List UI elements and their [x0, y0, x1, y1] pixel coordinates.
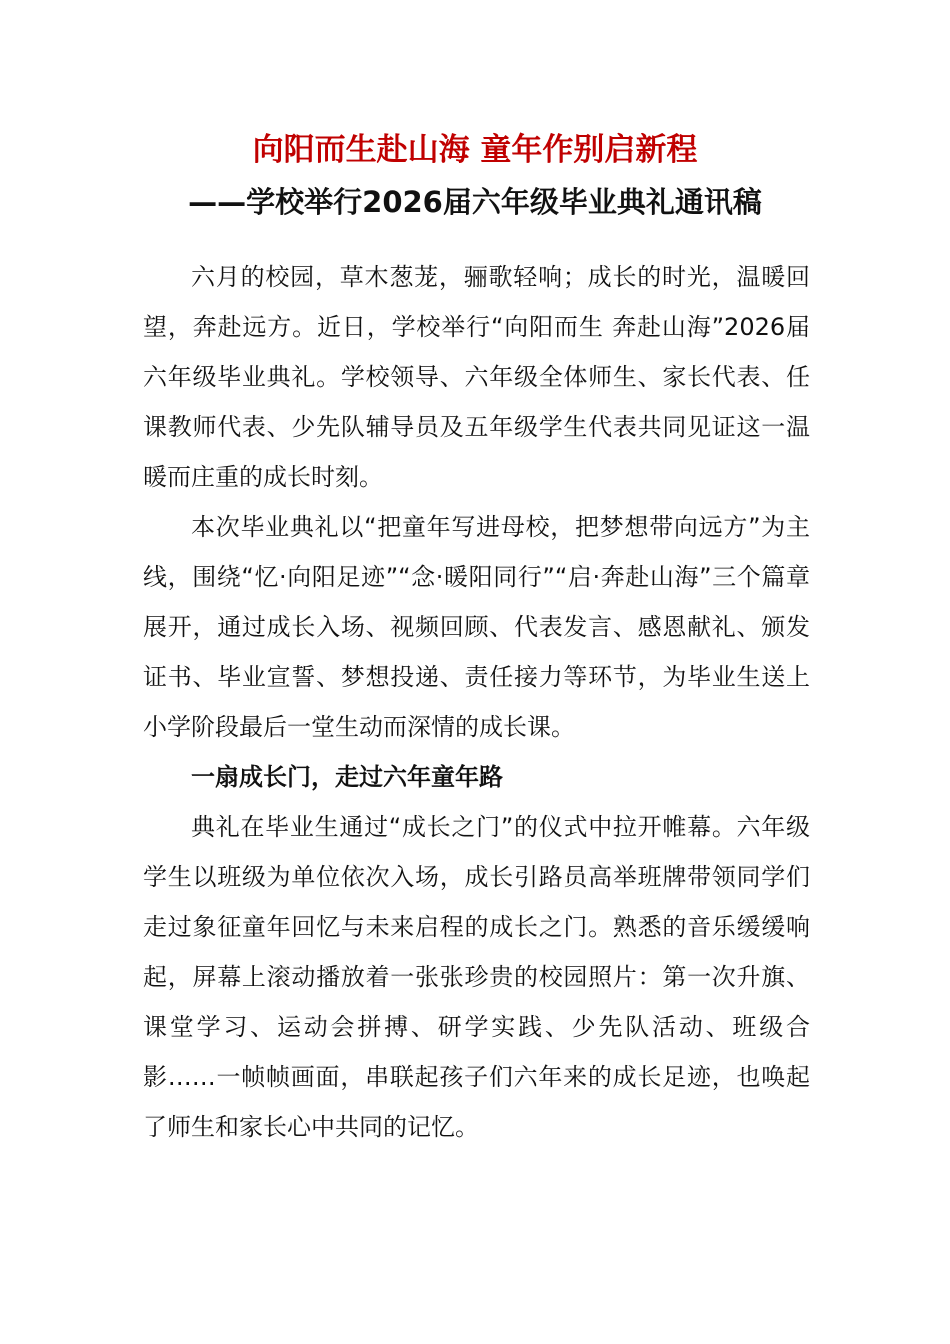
section-heading: 一扇成长门，走过六年童年路 — [191, 763, 503, 791]
paragraph-section: 典礼在毕业生通过“成长之门”的仪式中拉开帷幕。六年级学生以班级为单位依次入场，成长引路员高举班牌带领同学们走过象征童年回忆与未来启程的成长之门。熟悉的音乐缓缓响起，屏幕上滚动播放着一张张珍贵的校园照片：第一次升旗、课堂学习、运动会拼搏、研学实践、少先队活动、班级合影……一帧帧画面，串联起孩子们六年来的成长足迹，也唤起了师生和家长心中共同的记忆。 — [143, 813, 810, 1141]
article-body — [143, 252, 810, 1152]
article-subtitle: ——学校举行2026届六年级毕业典礼通讯稿 — [188, 185, 762, 219]
article-title: 向阳而生赴山海 童年作别启新程 — [252, 132, 698, 168]
paragraph-intro: 六月的校园，草木葱茏，骊歌轻响；成长的时光，温暖回望，奔赴远方。近日，学校举行“向阳而生 奔赴山海”2026届六年级毕业典礼。学校领导、六年级全体师生、家长代表、任课教师代表、少先队辅导员及五年级学生代表共同见证这一温暖而庄重的成长时刻。 — [143, 263, 810, 491]
paragraph-overview: 本次毕业典礼以“把童年写进母校，把梦想带向远方”为主线，围绕“忆·向阳足迹”“念·暖阳同行”“启·奔赴山海”三个篇章展开，通过成长入场、视频回顾、代表发言、感恩献礼、颁发证书、毕业宣誓、梦想投递、责任接力等环节，为毕业生送上小学阶段最后一堂生动而深情的成长课。 — [143, 513, 810, 741]
